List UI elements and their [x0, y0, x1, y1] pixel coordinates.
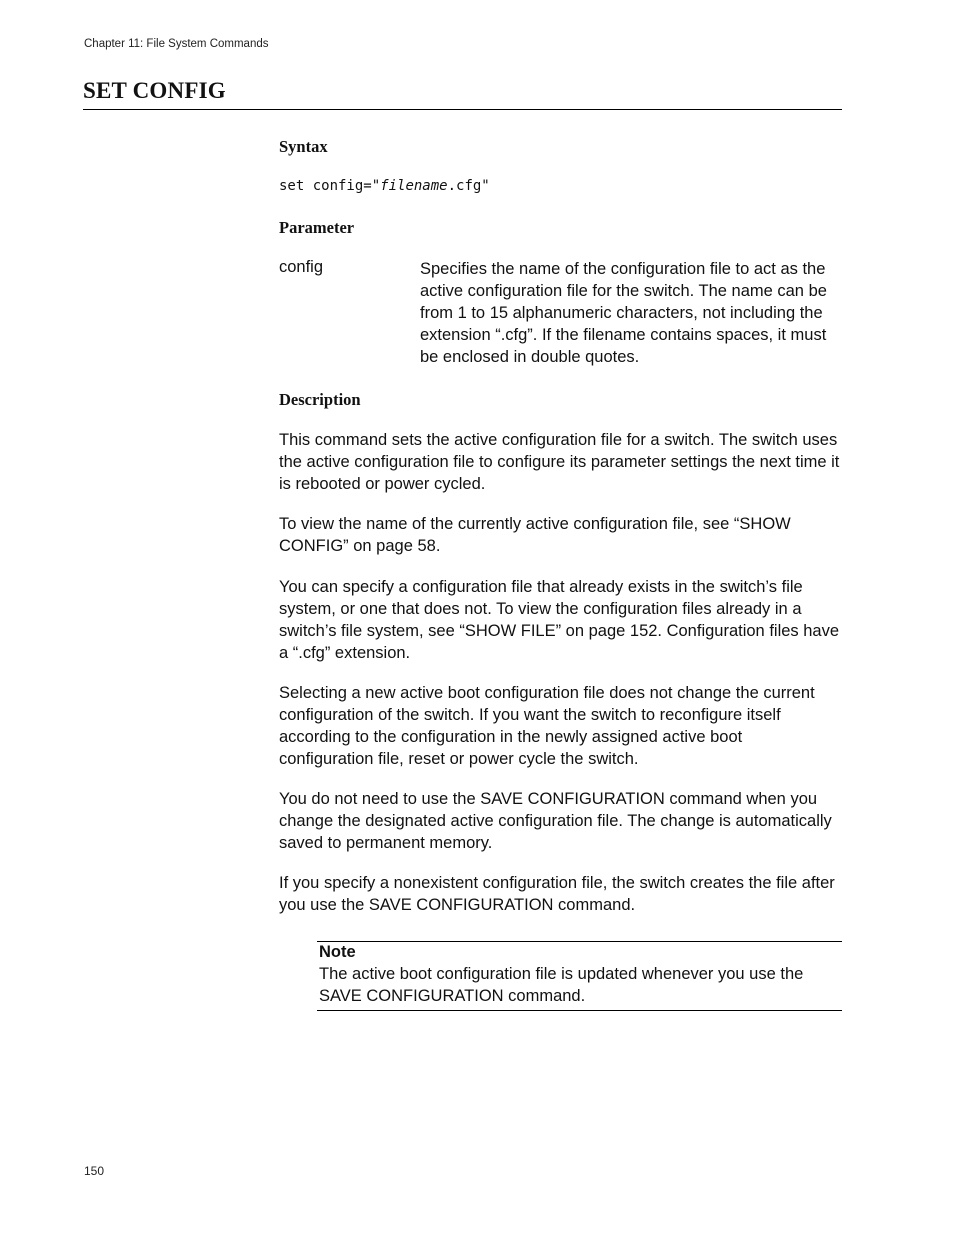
- description-paragraph: Selecting a new active boot configuration file does not change the current configuration of the switch. If you want the switch to reconfigure itself according to the configuration in the newly assigned active boot configuration file, reset or power cycle the switch.: [279, 684, 815, 768]
- parameter-name: config: [279, 258, 324, 276]
- note-box: [317, 941, 842, 1011]
- description-heading: Description: [279, 390, 361, 409]
- syntax-code-filename: filename: [380, 178, 448, 194]
- syntax-heading: Syntax: [279, 137, 328, 156]
- description-paragraph: This command sets the active configuration file for a switch. The switch uses the active configuration file to configure its parameter settings the next time it is rebooted or power cycled.: [279, 431, 840, 493]
- title-divider: [83, 109, 842, 110]
- parameter-description: Specifies the name of the configuration file to act as the active configuration file for the switch. The name can be from 1 to 15 alphanumeric characters, not including the extension “.cfg”. If the filename contains spaces, it must be enclosed in double quotes.: [420, 260, 827, 366]
- note-text: The active boot configuration file is updated whenever you use the SAVE CONFIGURATION command.: [319, 965, 804, 1005]
- description-paragraph: If you specify a nonexistent configuration file, the switch creates the file after you use the SAVE CONFIGURATION command.: [279, 874, 835, 914]
- syntax-code-prefix: set config=": [279, 178, 381, 194]
- syntax-code: [279, 178, 490, 194]
- running-header: Chapter 11: File System Commands: [84, 38, 269, 50]
- page-title: SET CONFIG: [83, 78, 226, 103]
- page-number: 150: [84, 1164, 105, 1178]
- description-paragraph: You can specify a configuration file that already exists in the switch’s file system, or one that does not. To view the configuration files already in a switch’s file system, see “SHOW FILE” on page 152. Configuration files have a “.cfg” extension.: [279, 578, 840, 662]
- description-paragraph: To view the name of the currently active configuration file, see “SHOW CONFIG” on page 58.: [279, 515, 791, 555]
- description-paragraph: You do not need to use the SAVE CONFIGURATION command when you change the designated active configuration file. The change is automatically saved to permanent memory.: [279, 790, 832, 852]
- parameter-heading: Parameter: [279, 218, 355, 237]
- syntax-code-suffix: .cfg": [447, 178, 490, 194]
- note-label: Note: [319, 943, 356, 961]
